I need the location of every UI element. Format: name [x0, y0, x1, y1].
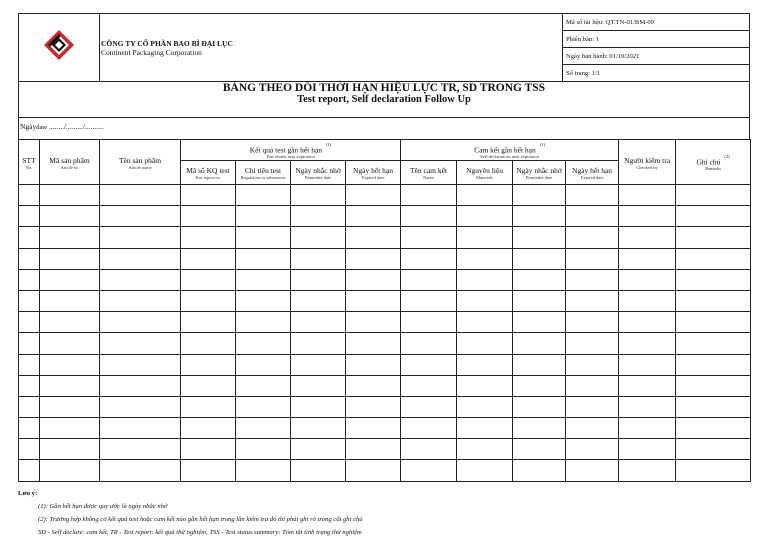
table-cell[interactable]: [457, 312, 513, 333]
table-cell[interactable]: [619, 418, 676, 439]
table-cell[interactable]: [566, 354, 619, 375]
date-label: Ngày: [20, 122, 37, 131]
table-cell[interactable]: [100, 185, 181, 206]
table-cell[interactable]: [181, 290, 236, 311]
table-cell[interactable]: [513, 460, 566, 481]
table-cell[interactable]: [346, 248, 401, 269]
table-row: [19, 418, 751, 439]
table-row: [19, 269, 751, 290]
table-body: [19, 185, 751, 482]
table-cell[interactable]: [181, 418, 236, 439]
table-cell[interactable]: [513, 269, 566, 290]
company-logo-icon: [42, 28, 76, 62]
table-cell[interactable]: [401, 269, 457, 290]
issue-date: Ngày ban hành: 01/10/2021: [563, 48, 750, 65]
table-cell[interactable]: [346, 354, 401, 375]
table-cell[interactable]: [291, 354, 346, 375]
date-line: [18, 117, 750, 139]
table-cell[interactable]: [566, 269, 619, 290]
table-cell[interactable]: [401, 312, 457, 333]
table-cell[interactable]: [181, 396, 236, 417]
table-cell[interactable]: [401, 185, 457, 206]
table-cell[interactable]: [346, 290, 401, 311]
table-cell[interactable]: [181, 248, 236, 269]
table-cell[interactable]: [401, 206, 457, 227]
table-cell[interactable]: [401, 460, 457, 481]
table-cell[interactable]: [236, 185, 291, 206]
table-cell[interactable]: [513, 185, 566, 206]
table-cell[interactable]: [19, 460, 40, 481]
table-cell[interactable]: [40, 312, 100, 333]
table-cell[interactable]: [346, 312, 401, 333]
table-cell[interactable]: [566, 418, 619, 439]
table-cell[interactable]: [513, 354, 566, 375]
table-cell[interactable]: [236, 439, 291, 460]
table-row: [19, 333, 751, 354]
table-cell[interactable]: [346, 460, 401, 481]
table-cell[interactable]: [566, 396, 619, 417]
follow-up-table: [18, 139, 751, 482]
table-cell[interactable]: [19, 248, 40, 269]
table-cell[interactable]: [100, 290, 181, 311]
table-cell[interactable]: [457, 375, 513, 396]
table-cell[interactable]: [401, 248, 457, 269]
table-cell[interactable]: [181, 333, 236, 354]
table-cell[interactable]: [676, 185, 751, 206]
col-article-no: Mã sản phẩm Article no: [40, 140, 100, 185]
table-cell[interactable]: [181, 269, 236, 290]
table-cell[interactable]: [619, 290, 676, 311]
table-cell[interactable]: [236, 396, 291, 417]
table-cell[interactable]: [401, 396, 457, 417]
table-cell[interactable]: [457, 333, 513, 354]
table-cell[interactable]: [513, 333, 566, 354]
table-cell[interactable]: [457, 439, 513, 460]
table-cell[interactable]: [676, 333, 751, 354]
table-cell[interactable]: [513, 312, 566, 333]
table-cell[interactable]: [236, 460, 291, 481]
table-cell[interactable]: [346, 185, 401, 206]
table-cell[interactable]: [676, 290, 751, 311]
table-cell[interactable]: [457, 418, 513, 439]
table-cell[interactable]: [619, 227, 676, 248]
table-cell[interactable]: [40, 439, 100, 460]
col-reminder-date-sd: Ngày nhắc nhở Reminder date: [513, 161, 566, 185]
table-cell[interactable]: [566, 227, 619, 248]
table-cell[interactable]: [291, 396, 346, 417]
table-cell[interactable]: [19, 290, 40, 311]
table-cell[interactable]: [346, 269, 401, 290]
table-cell[interactable]: [676, 418, 751, 439]
note-1: (1): Gần hết hạn được quy ước là ngày nhắc nhở: [38, 503, 168, 510]
table-cell[interactable]: [457, 206, 513, 227]
table-row: [19, 375, 751, 396]
table-cell[interactable]: [236, 333, 291, 354]
col-test-report-no: Mã số KQ test Test report no.: [181, 161, 236, 185]
table-cell[interactable]: [401, 375, 457, 396]
page-title: BẢNG THEO DÕI THỜI HẠN HIỆU LỰC TR, SD TRONG TSS: [222, 82, 546, 94]
table-cell[interactable]: [291, 185, 346, 206]
table-cell[interactable]: [19, 439, 40, 460]
table-cell[interactable]: [181, 185, 236, 206]
table-cell[interactable]: [457, 227, 513, 248]
table-cell[interactable]: [619, 439, 676, 460]
table-cell[interactable]: [346, 396, 401, 417]
table-cell[interactable]: [100, 206, 181, 227]
table-cell[interactable]: [236, 354, 291, 375]
table-cell[interactable]: [346, 439, 401, 460]
table-cell[interactable]: [291, 375, 346, 396]
table-cell[interactable]: [457, 460, 513, 481]
table-cell[interactable]: [676, 396, 751, 417]
table-cell[interactable]: [291, 312, 346, 333]
table-cell[interactable]: [513, 439, 566, 460]
table-cell[interactable]: [40, 333, 100, 354]
table-cell[interactable]: [566, 333, 619, 354]
col-stt: STT No.: [19, 140, 40, 185]
table-cell[interactable]: [181, 439, 236, 460]
table-cell[interactable]: [291, 248, 346, 269]
table-cell[interactable]: [457, 290, 513, 311]
table-cell[interactable]: [401, 439, 457, 460]
table-cell[interactable]: [676, 206, 751, 227]
table-cell[interactable]: [676, 269, 751, 290]
notes: [18, 487, 363, 539]
table-cell[interactable]: [619, 396, 676, 417]
table-cell[interactable]: [401, 418, 457, 439]
table-cell[interactable]: [457, 269, 513, 290]
table-cell[interactable]: [181, 206, 236, 227]
table-row: [19, 312, 751, 333]
table-cell[interactable]: [676, 460, 751, 481]
table-cell[interactable]: [236, 248, 291, 269]
page-subtitle: Test report, Self declaration Follow Up: [297, 94, 471, 105]
table-cell[interactable]: [236, 290, 291, 311]
table-cell[interactable]: [619, 248, 676, 269]
table-cell[interactable]: [100, 396, 181, 417]
logo-cell: [19, 14, 100, 82]
col-expired-date-sd: Ngày hết hạn Expired date: [566, 161, 619, 185]
table-cell[interactable]: [566, 460, 619, 481]
table-cell[interactable]: [291, 439, 346, 460]
table-cell[interactable]: [513, 290, 566, 311]
title-box: [18, 76, 750, 117]
table-cell[interactable]: [513, 206, 566, 227]
note-2: (2): Trường hợp không có kết quả test hoặc cam kết nào gần hết hạn trong lần kiểm tra đó thì phải ghi rõ trong cột ghi chú: [38, 516, 363, 523]
table-row: [19, 396, 751, 417]
table-cell[interactable]: [100, 227, 181, 248]
col-expired-date-test: Ngày hết hạn Expired date: [346, 161, 401, 185]
table-cell[interactable]: [236, 269, 291, 290]
table-cell[interactable]: [619, 460, 676, 481]
table-cell[interactable]: [513, 227, 566, 248]
table-cell[interactable]: [457, 396, 513, 417]
table-cell[interactable]: [19, 354, 40, 375]
table-row: [19, 206, 751, 227]
table-cell[interactable]: [100, 269, 181, 290]
table-cell[interactable]: [291, 460, 346, 481]
table-cell[interactable]: [457, 354, 513, 375]
table-cell[interactable]: [100, 439, 181, 460]
table-cell[interactable]: [100, 312, 181, 333]
table-cell[interactable]: [676, 439, 751, 460]
table-cell[interactable]: [291, 269, 346, 290]
table-cell[interactable]: [40, 375, 100, 396]
table-row: [19, 439, 751, 460]
col-regulation: Chỉ tiêu test Regulation or substances: [236, 161, 291, 185]
table-cell[interactable]: [19, 269, 40, 290]
table-cell[interactable]: [566, 312, 619, 333]
table-cell[interactable]: [100, 354, 181, 375]
table-cell[interactable]: [676, 248, 751, 269]
table-cell[interactable]: [40, 227, 100, 248]
table-cell[interactable]: [291, 227, 346, 248]
date-label-en: date: [36, 124, 48, 131]
table-cell[interactable]: [619, 312, 676, 333]
table-cell[interactable]: [236, 375, 291, 396]
table-cell[interactable]: [100, 333, 181, 354]
table-row: [19, 354, 751, 375]
table-cell[interactable]: [346, 227, 401, 248]
table-cell[interactable]: [291, 206, 346, 227]
col-group-test-results: Kết quả test gần hết hạn $^{(1)}$ Test results near expiration: [181, 140, 401, 161]
table-cell[interactable]: [566, 439, 619, 460]
table-cell[interactable]: [19, 333, 40, 354]
col-reminder-date-test: Ngày nhắc nhở Reminder date: [291, 161, 346, 185]
table-cell[interactable]: [40, 396, 100, 417]
table-cell[interactable]: [346, 375, 401, 396]
document-header: [18, 13, 750, 82]
col-group-self-declarations: Cam kết gần hết hạn $^{(1)}$ Self-declarations near expiration: [401, 140, 619, 161]
table-cell[interactable]: [19, 396, 40, 417]
table-cell[interactable]: [619, 269, 676, 290]
table-cell[interactable]: [401, 354, 457, 375]
table-cell[interactable]: [100, 418, 181, 439]
table-cell[interactable]: [236, 312, 291, 333]
table-cell[interactable]: [291, 290, 346, 311]
company-name-en: Continent Packaging Corporation: [101, 47, 202, 57]
table-cell[interactable]: [566, 248, 619, 269]
table-cell[interactable]: [457, 248, 513, 269]
table-cell[interactable]: [566, 206, 619, 227]
table-cell[interactable]: [346, 418, 401, 439]
notes-label: Lưu ý:: [18, 490, 38, 497]
table-cell[interactable]: [346, 206, 401, 227]
table-cell[interactable]: [566, 290, 619, 311]
table-cell[interactable]: [619, 375, 676, 396]
col-article-name: Tên sản phẩm Article name: [100, 140, 181, 185]
table-cell[interactable]: [291, 333, 346, 354]
col-remarks: Ghi chú $^{(2)}$ Remarks: [676, 140, 751, 185]
table-cell[interactable]: [40, 269, 100, 290]
table-cell[interactable]: [619, 185, 676, 206]
table-cell[interactable]: [19, 418, 40, 439]
table-cell[interactable]: [100, 460, 181, 481]
table-cell[interactable]: [676, 354, 751, 375]
table-cell[interactable]: [40, 460, 100, 481]
table-cell[interactable]: [619, 333, 676, 354]
table-cell[interactable]: [40, 185, 100, 206]
table-cell[interactable]: [100, 375, 181, 396]
page-number: Số trang: 1/1: [563, 65, 750, 82]
table-cell[interactable]: [19, 312, 40, 333]
doc-code: Mã số tài liệu: QT.TN-01/BM-09: [563, 14, 750, 31]
table-cell[interactable]: [181, 354, 236, 375]
date-field[interactable]: ......../........./..........: [47, 122, 104, 131]
table-cell[interactable]: [236, 227, 291, 248]
table-cell[interactable]: [236, 418, 291, 439]
table-row: [19, 460, 751, 481]
table-cell[interactable]: [513, 418, 566, 439]
table-cell[interactable]: [513, 248, 566, 269]
table-cell[interactable]: [619, 206, 676, 227]
table-cell[interactable]: [513, 375, 566, 396]
table-cell[interactable]: [401, 333, 457, 354]
table-cell[interactable]: [40, 354, 100, 375]
table-cell[interactable]: [19, 206, 40, 227]
table-row: [19, 227, 751, 248]
table-cell[interactable]: [401, 290, 457, 311]
company-name-vi: CÔNG TY CỔ PHẦN BAO BÌ ĐẠI LỤC: [101, 38, 233, 48]
col-sd-name: Tên cam kết Name: [401, 161, 457, 185]
version: Phiên bản: 1: [563, 31, 750, 48]
table-cell[interactable]: [566, 185, 619, 206]
table-row: [19, 185, 751, 206]
table-cell[interactable]: [40, 418, 100, 439]
table-cell[interactable]: [236, 206, 291, 227]
table-cell[interactable]: [181, 375, 236, 396]
note-3: SD - Self declare: cam kết, TR - Test report: kết quả thử nghiệm, TSS - Test status summary: Tóm tắt tình trạng thử nghiệm: [38, 529, 362, 536]
table-cell[interactable]: [19, 185, 40, 206]
table-cell[interactable]: [181, 312, 236, 333]
table-cell[interactable]: [40, 206, 100, 227]
table-cell[interactable]: [676, 227, 751, 248]
table-cell[interactable]: [100, 248, 181, 269]
table-cell[interactable]: [513, 396, 566, 417]
table-cell[interactable]: [19, 227, 40, 248]
table-cell[interactable]: [676, 312, 751, 333]
table-cell[interactable]: [181, 460, 236, 481]
table-cell[interactable]: [401, 227, 457, 248]
col-checked-by: Người kiểm tra Checked by: [619, 140, 676, 185]
table-cell[interactable]: [181, 227, 236, 248]
table-cell[interactable]: [291, 418, 346, 439]
table-row: [19, 248, 751, 269]
table-cell[interactable]: [40, 290, 100, 311]
table-row: [19, 290, 751, 311]
col-materials: Nguyên liệu Materials: [457, 161, 513, 185]
company-cell: [100, 14, 563, 82]
table-cell[interactable]: [19, 375, 40, 396]
table-cell[interactable]: [676, 375, 751, 396]
table-cell[interactable]: [457, 185, 513, 206]
table-cell[interactable]: [566, 375, 619, 396]
table-cell[interactable]: [346, 333, 401, 354]
table-cell[interactable]: [40, 248, 100, 269]
table-cell[interactable]: [619, 354, 676, 375]
